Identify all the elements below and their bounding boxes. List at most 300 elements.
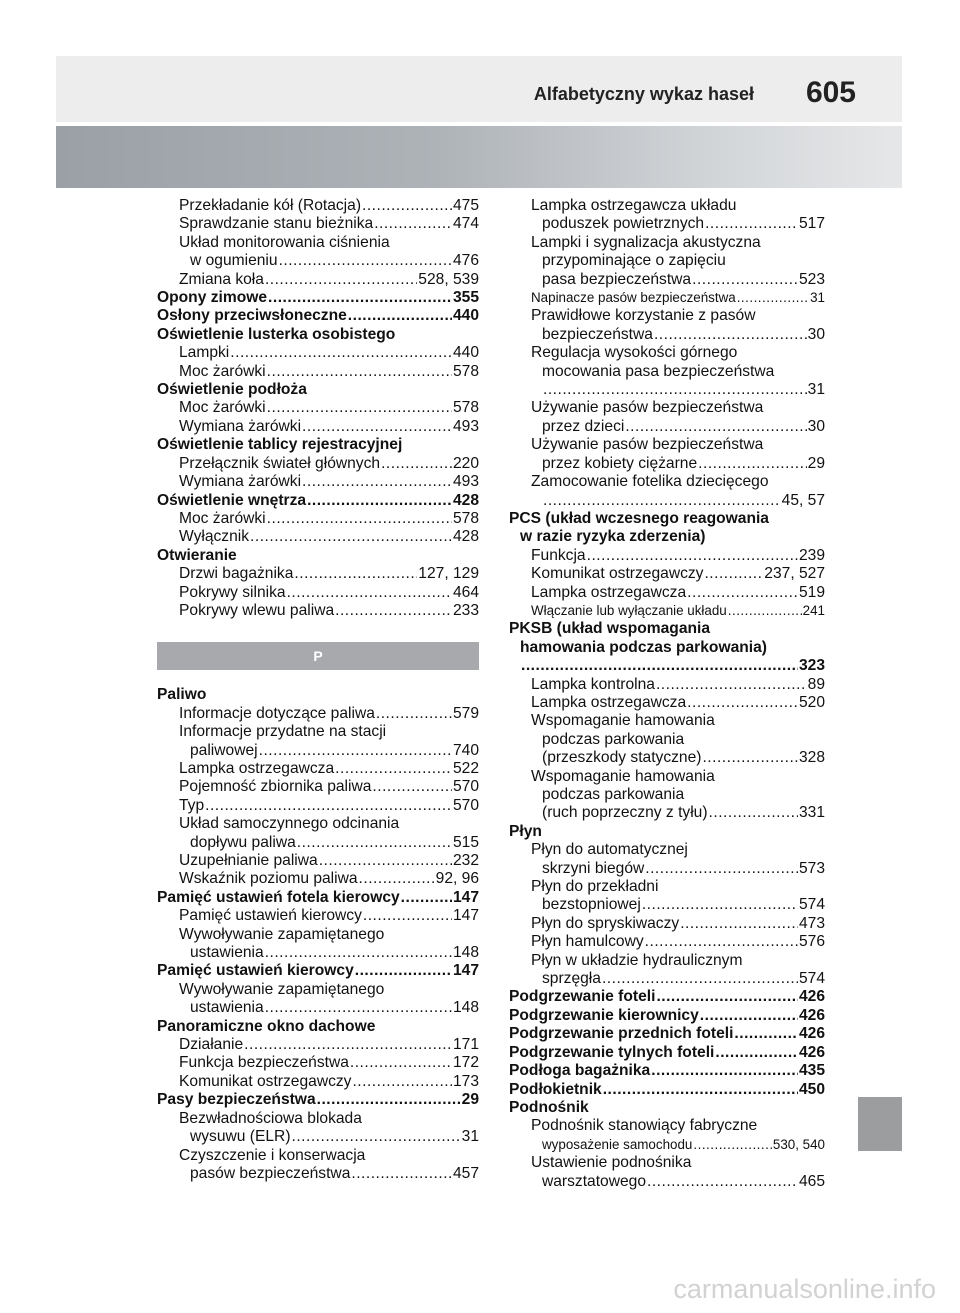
index-entry-page: 576 [798,933,825,951]
index-entry-page: 517 [798,215,825,233]
index-entry [157,528,479,546]
index-entry-term: Układ samoczynnego odcinania [179,815,400,833]
dot-leader [244,1036,452,1054]
index-entry [157,870,479,888]
index-entry [509,381,825,399]
index-entry [509,1136,825,1154]
index-entry [509,896,825,914]
dot-leader [265,271,417,289]
index-entry-page: 574 [798,896,825,914]
index-entry [509,215,825,233]
dot-leader [654,326,807,344]
index-entry [509,1117,825,1135]
index-entry-term: pasów bezpieczeństwa [190,1164,351,1182]
index-entry-page: 426 [798,988,825,1006]
dot-leader [715,1044,798,1062]
index-entry-term: Płyn [509,822,542,840]
index-entry-term: Komunikat ostrzegawczy [531,565,704,583]
index-entry [509,676,825,694]
index-entry-page: 220 [452,454,479,472]
index-entry [509,307,825,325]
index-entry-term: Wymiana żarówki [179,473,302,491]
index-entry-term: Napinacze pasów bezpieczeństwa [531,290,736,306]
index-entry [157,760,479,778]
index-entry-term: Używanie pasów bezpieczeństwa [531,436,764,454]
index-entry-term: Podnośnik stanowiący fabryczne [531,1117,758,1135]
index-entry [157,1054,479,1072]
index-entry [157,1036,479,1054]
index-entry-term: Paliwo [157,686,207,704]
index-entry-term: poduszek powietrznych [542,215,705,233]
index-entry [509,841,825,859]
index-entry [509,933,825,951]
index-entry-term: Drzwi bagażnika [179,565,294,583]
index-entry [509,988,825,1006]
dot-leader [543,492,781,510]
index-entry [157,547,479,565]
dot-leader [728,602,802,620]
dot-leader [647,1173,798,1191]
dot-leader [651,1062,798,1080]
index-entry [157,686,479,704]
index-entry [157,1018,479,1036]
index-entry [509,804,825,822]
index-entry [157,999,479,1017]
page-number: 605 [805,76,856,109]
thumb-index-tab [858,1097,902,1151]
index-entry-term: Włączanie lub wyłączanie układu [531,602,727,618]
index-entry [509,620,825,638]
dot-leader [351,1165,452,1183]
index-entry [157,215,479,233]
index-entry [509,1154,825,1172]
index-entry-page: 127, 129 [418,565,479,583]
watermark: carmanualsonline.info [673,1274,936,1304]
dot-leader [680,915,798,933]
index-entry-page: 331 [798,804,825,822]
index-entry-page: 440 [452,344,479,362]
dot-leader [698,455,806,473]
index-entry-term: Uzupełnianie paliwa [179,852,318,869]
index-entry [509,1062,825,1080]
index-entry-page: 148 [452,999,479,1017]
index-entry-term: Moc żarówki [179,399,266,417]
index-entry-term: ustawienia [190,944,264,962]
index-entry [509,1025,825,1043]
index-entry-term: Funkcja [531,546,586,564]
index-entry [509,878,825,896]
index-entry-term: podczas parkowania [542,730,685,748]
dot-leader [230,344,452,362]
index-entry-term: pasa bezpieczeństwa [542,270,692,288]
index-entry-term: Podnośnik [509,1098,589,1116]
index-entry [157,705,479,723]
index-entry-page: 31 [461,1128,479,1146]
index-entry [157,1073,479,1091]
index-entry-term: bezpieczeństwa [542,325,653,343]
index-entry [157,455,479,473]
index-entry-page: 233 [452,601,479,619]
index-entry-term: Pamięć ustawień kierowcy [157,962,354,980]
index-entry-term: sprzęgła [542,970,601,988]
index-entry-term: Lampki i sygnalizacja akustyczna [531,233,761,251]
header-title: Alfabetyczny wykaz haseł [533,84,754,104]
index-entry-term: Przekładanie kół (Rotacja) [179,197,362,214]
dot-leader [603,1081,798,1099]
index-entry-term: Funkcja bezpieczeństwa [179,1054,349,1072]
index-entry [509,197,825,215]
index-entry-term: mocowania pasa bezpieczeństwa [542,362,775,380]
index-entry [509,436,825,454]
index-entry-page: 528, 539 [418,270,479,288]
index-entry [157,1110,479,1128]
index-group-p-continued [509,197,825,1191]
dot-leader [363,907,452,925]
index-entry-term: paliwowej [190,741,258,759]
index-entry-term: Wyłącznik [179,528,250,546]
index-entry-term: Wymiana żarówki [179,417,302,435]
index-entry [157,1165,479,1183]
index-entry-term: Oświetlenie tablicy rejestracyjnej [157,436,403,454]
index-entry [509,473,825,491]
index-entry-term: Lampka kontrolna [531,675,655,693]
index-entry-term: ustawienia [190,999,264,1017]
index-entry-term: Komunikat ostrzegawczy [179,1072,352,1090]
index-entry-term: (przeszkody statyczne) [542,749,702,767]
index-entry-term: Opony zimowe [157,289,268,307]
index-entry [509,547,825,565]
index-entry [157,565,479,583]
index-entry-page: 574 [798,970,825,988]
index-entry-page: 148 [452,944,479,962]
dot-leader [693,1136,772,1154]
index-entry [509,418,825,436]
dot-leader [692,271,798,289]
index-entry-term: skrzyni biegów [542,859,645,877]
index-entry-page: 578 [452,399,479,417]
dot-leader [205,797,452,815]
index-entry-page: 573 [798,859,825,877]
index-entry-page: 92, 96 [435,870,479,888]
index-entry-term: Podgrzewanie tylnych foteli [509,1043,715,1061]
index-entry-page: 578 [452,509,479,527]
index-entry-page: 147 [452,962,479,980]
index-entry [509,639,825,657]
index-entry [509,602,825,620]
index-entry [509,584,825,602]
index-entry-page: 89 [807,675,825,693]
index-entry-term: PCS (układ wczesnego reagowania [509,509,769,527]
index-entry-page: 475 [452,197,479,214]
index-entry-term: przez dzieci [542,417,625,435]
index-entry-term: przypominające o zapięciu [542,252,726,270]
dot-leader [645,933,798,951]
dot-leader [359,870,435,888]
index-entry-term: Wywoływanie zapamiętanego [179,980,385,998]
index-entry-page: 323 [798,657,825,675]
index-entry-term: w razie ryzyka zderzenia) [520,528,706,546]
index-entry-page: 450 [798,1080,825,1098]
dot-leader [268,289,452,307]
index-entry [509,915,825,933]
index-entry-page: 579 [452,704,479,722]
index-entry-term: Pamięć ustawień fotela kierowcy [157,888,400,906]
dot-leader [376,705,452,723]
index-entry-term: Osłony przeciwsłoneczne [157,307,347,325]
index-entry [157,197,479,215]
index-entry [509,952,825,970]
index-entry-term: Podgrzewanie kierownicy [509,1006,699,1024]
dot-leader [372,778,452,796]
index-entry-page: 435 [798,1062,825,1080]
index-entry-page: 493 [452,473,479,491]
index-entry [509,786,825,804]
dot-leader [265,944,452,962]
index-entry-term: Bezwładnościowa blokada [179,1109,362,1127]
dot-leader [317,1091,461,1109]
index-entry-page: 476 [452,252,479,270]
index-entry-term: Moc żarówki [179,362,266,380]
index-entry-term: Płyn do automatycznej [531,841,688,859]
dot-leader [267,510,452,528]
index-entry-term: Wywoływanie zapamiętanego [179,925,385,943]
dot-leader [279,252,452,270]
index-entry-page: 457 [452,1164,479,1182]
index-entry [509,657,825,675]
index-entry [509,731,825,749]
index-entry [509,363,825,381]
index-entry-term: hamowania podczas parkowania) [520,638,767,656]
dot-leader [645,860,798,878]
index-entry-page: 740 [452,741,479,759]
index-entry [157,492,479,510]
index-entry-term: Lampka ostrzegawcza [531,693,687,711]
index-entry-page: 29 [461,1091,479,1109]
dot-leader [704,565,763,583]
index-entry-term: Przełącznik świateł głównych [179,454,381,472]
index-entry [509,1099,825,1117]
decorative-gradient-band [56,126,902,188]
index-entry-page: 232 [452,852,479,869]
index-entry [157,584,479,602]
index-entry-term: Pamięć ustawień kierowcy [179,907,362,925]
dot-leader [702,749,798,767]
dot-leader [642,896,798,914]
index-entry [509,712,825,730]
dot-leader [335,760,452,778]
index-entry [509,399,825,417]
dot-leader [374,215,452,233]
index-entry-term: Typ [179,796,205,814]
index-entry-term: Płyn do przekładni [531,878,659,896]
index-entry [157,981,479,999]
index-entry-page: 440 [452,307,479,325]
index-entry [157,1128,479,1146]
index-entry [157,889,479,907]
index-entry-page: 520 [798,693,825,711]
index-entry [157,399,479,417]
index-entry-page: 530, 540 [772,1136,825,1152]
index-column-right [509,197,825,1191]
index-entry-page: 355 [452,289,479,307]
index-entry [509,289,825,307]
index-entry-page: 515 [452,833,479,851]
dot-leader [734,1025,798,1043]
index-entry-page: 45, 57 [781,491,825,509]
section-letter-bar: P [157,642,479,670]
index-entry-page: 578 [452,362,479,380]
index-entry [157,473,479,491]
index-entry-page: 570 [452,778,479,796]
index-entry-term: Pojemność zbiornika paliwa [179,778,372,796]
index-entry-term: podczas parkowania [542,786,685,803]
index-entry-term: wysuwu (ELR) [190,1128,291,1146]
index-entry [157,815,479,833]
index-entry-term: Lampki [179,344,230,362]
index-entry-page: 428 [452,528,479,546]
index-entry-term: Podłoga bagażnika [509,1062,651,1080]
index-entry-page: 523 [798,270,825,288]
index-entry [157,252,479,270]
index-entry-page: 493 [452,417,479,435]
index-entry-page: 519 [798,583,825,601]
dot-leader [267,399,452,417]
index-entry-term: Zmiana koła [179,270,264,288]
index-entry-term: Podgrzewanie przednich foteli [509,1025,734,1043]
index-entry-term: Regulacja wysokości górnego [531,344,738,362]
index-entry-term: Informacje przydatne na stacji [179,723,387,741]
dot-leader [302,473,452,491]
dot-leader [294,565,417,583]
dot-leader [267,363,452,381]
index-entry [509,455,825,473]
dot-leader [259,742,452,760]
index-entry [509,326,825,344]
index-entry-page: 147 [452,907,479,925]
index-entry-page: 465 [798,1172,825,1190]
index-entry-page: 30 [807,417,825,435]
dot-leader [687,584,798,602]
index-entry-page: 426 [798,1025,825,1043]
index-entry-term: Ustawienie podnośnika [531,1154,692,1172]
index-entry-term: warsztatowego [542,1172,647,1190]
index-entry [157,510,479,528]
dot-leader [265,999,452,1017]
index-entry [157,944,479,962]
index-entry-term: Oświetlenie podłoża [157,381,307,399]
dot-leader [625,418,806,436]
index-entry-page: 328 [798,749,825,767]
index-entry [509,1081,825,1099]
index-entry-page: 147 [452,888,479,906]
dot-leader [287,584,452,602]
index-entry-term: Używanie pasów bezpieczeństwa [531,399,764,417]
index-entry [157,926,479,944]
dot-leader [292,1128,461,1146]
index-entry-page: 30 [807,325,825,343]
index-entry-term: Czyszczenie i konserwacja [179,1146,366,1164]
index-entry [509,1007,825,1025]
index-entry [157,852,479,870]
index-entry-term: Prawidłowe korzystanie z pasów [531,307,756,325]
index-entry-term: Oświetlenie lusterka osobistego [157,325,396,343]
index-entry-page: 237, 527 [764,565,825,583]
index-entry-term: Wspomaganie hamowania [531,712,715,730]
index-entry [509,749,825,767]
dot-leader [350,1054,452,1072]
dot-leader [700,1007,798,1025]
dot-leader [602,970,798,988]
dot-leader [656,676,807,694]
index-entry [157,289,479,307]
dot-leader [352,1073,452,1091]
index-entry [157,723,479,741]
index-entry-page: 31 [810,290,825,306]
dot-leader [401,889,452,907]
index-entry [509,860,825,878]
index-entry-page: 172 [452,1054,479,1072]
index-entry-term: Lampka ostrzegawcza [179,759,335,777]
index-entry-term: Panoramiczne okno dachowe [157,1017,376,1035]
dot-leader [705,215,798,233]
dot-leader [335,602,452,620]
index-entry [157,344,479,362]
dot-leader [307,492,452,510]
index-entry-page: 173 [452,1072,479,1090]
header-band [56,56,902,122]
index-entry-page: 464 [452,583,479,601]
index-entry [157,307,479,325]
index-column-left [157,197,479,1183]
index-entry [157,962,479,980]
dot-leader [250,528,452,546]
index-entry [157,907,479,925]
index-entry-page: 171 [452,1036,479,1054]
index-entry-term: (ruch poprzeczny z tyłu) [542,804,708,822]
dot-leader [297,834,452,852]
index-entry [509,528,825,546]
index-entry [157,742,479,760]
index-entry [509,970,825,988]
index-entry-term: przez kobiety ciężarne [542,454,698,472]
index-entry-term: Zamocowanie fotelika dziecięcego [531,473,769,491]
index-entry [157,602,479,620]
index-group-o [157,197,479,620]
dot-leader [362,197,452,215]
index-entry-page: 474 [452,215,479,233]
index-entry-term: Płyn w układzie hydraulicznym [531,951,743,969]
index-entry-term: Podłokietnik [509,1080,602,1098]
index-entry [157,363,479,381]
index-entry-page: 29 [807,454,825,472]
index-entry [157,778,479,796]
index-entry-page: 241 [802,602,825,618]
index-entry-page: 522 [452,759,479,777]
dot-leader [656,988,798,1006]
index-entry-page: 239 [798,546,825,564]
index-entry-term: Płyn do spryskiwaczy [531,914,680,932]
index-entry-term: Pasy bezpieczeństwa [157,1091,316,1109]
index-entry [509,823,825,841]
index-entry [157,1091,479,1109]
dot-leader [543,381,807,399]
index-entry-term: Lampka ostrzegawcza [531,583,687,601]
dot-leader [737,289,809,307]
index-entry-term: Informacje dotyczące paliwa [179,704,375,722]
dot-leader [302,418,452,436]
index-entry-term: Pokrywy silnika [179,583,286,601]
index-entry [157,436,479,454]
